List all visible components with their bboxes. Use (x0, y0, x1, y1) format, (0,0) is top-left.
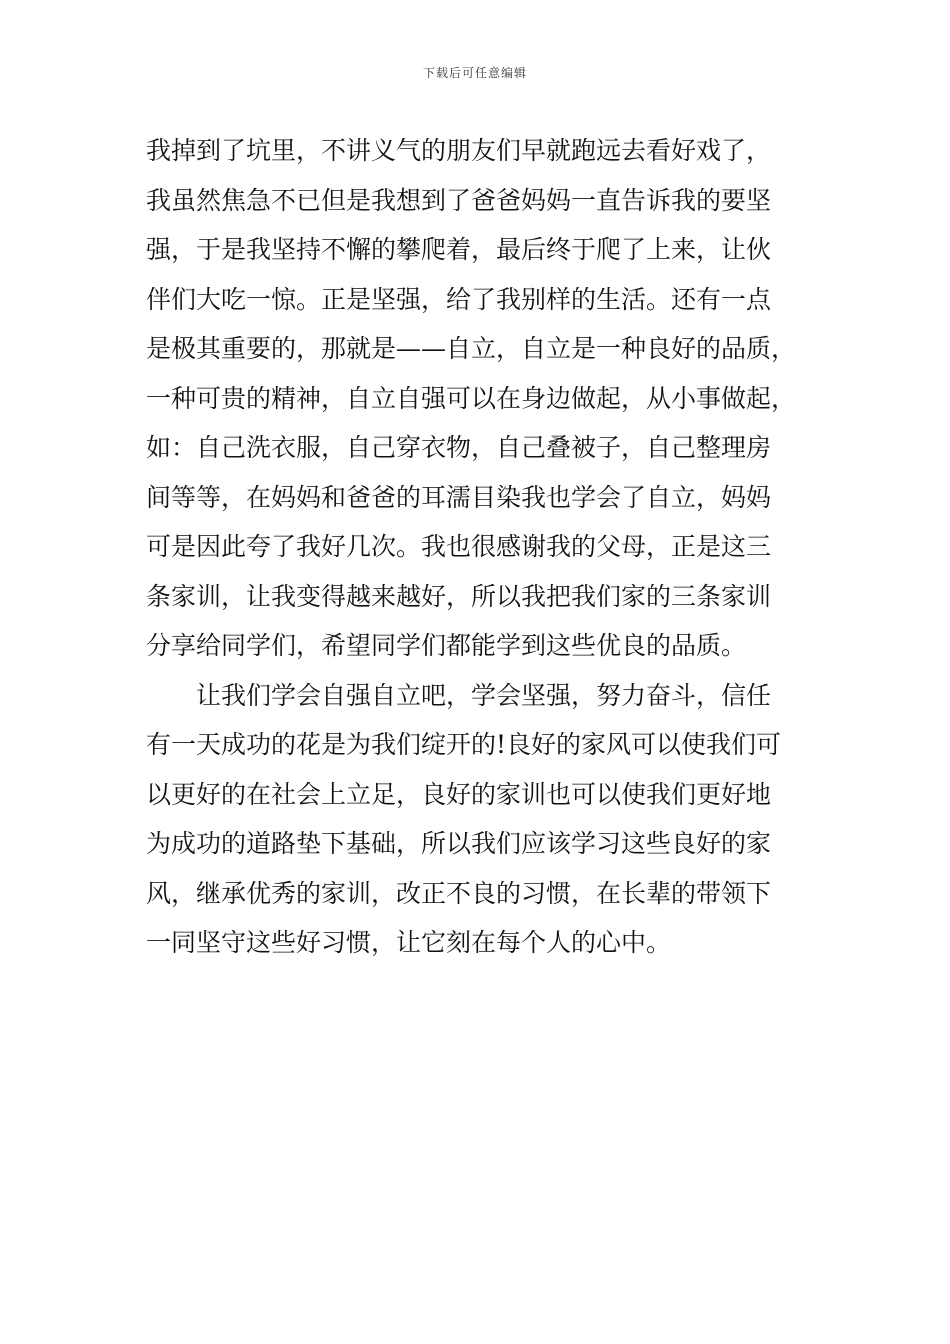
page-header: 下载后可任意编辑 (422, 66, 527, 80)
paragraph-line: 条家训，让我变得越来越好，所以我把我们家的三条家训 (146, 581, 772, 611)
paragraph-line: 间等等，在妈妈和爸爸的耳濡目染我也学会了自立，妈妈 (146, 482, 772, 512)
document-body (146, 126, 806, 968)
paragraph-line: 是极其重要的，那就是——自立，自立是一种良好的品质， (146, 334, 797, 363)
paragraph-line: 让我们学会自强自立吧，学会坚强，努力奋斗，信任 (196, 680, 772, 710)
paragraph-line: 分享给同学们，希望同学们都能学到这些优良的品质。 (146, 631, 747, 660)
paragraph-line: 我掉到了坑里，不讲义气的朋友们早就跑远去看好戏了， (146, 136, 772, 165)
paragraph-line: 如：自己洗衣服，自己穿衣物，自己叠被子，自己整理房 (146, 433, 772, 462)
paragraph-line: 强，于是我坚持不懈的攀爬着，最后终于爬了上来，让伙 (146, 235, 772, 264)
paragraph-line: 可是因此夸了我好几次。我也很感谢我的父母，正是这三 (146, 532, 772, 561)
paragraph-line: 风，继承优秀的家训，改正不良的习惯，在长辈的带领下 (146, 878, 772, 908)
paragraph-line: 我虽然焦急不已但是我想到了爸爸妈妈一直告诉我的要坚 (146, 185, 772, 215)
paragraph-line: 一同坚守这些好习惯，让它刻在每个人的心中。 (146, 928, 672, 957)
paragraph-line: 伴们大吃一惊。正是坚强，给了我别样的生活。还有一点 (146, 284, 772, 314)
paragraph-line: 为成功的道路垫下基础，所以我们应该学习这些良好的家 (146, 829, 772, 858)
paragraph-line: 一种可贵的精神，自立自强可以在身边做起，从小事做起， (146, 383, 797, 413)
paragraph-line: 有一天成功的花是为我们绽开的!良好的家风可以使我们可 (146, 730, 782, 759)
paragraph-1 (146, 126, 806, 671)
paragraph-2 (146, 671, 806, 968)
paragraph-line: 以更好的在社会上立足，良好的家训也可以使我们更好地 (146, 779, 772, 809)
